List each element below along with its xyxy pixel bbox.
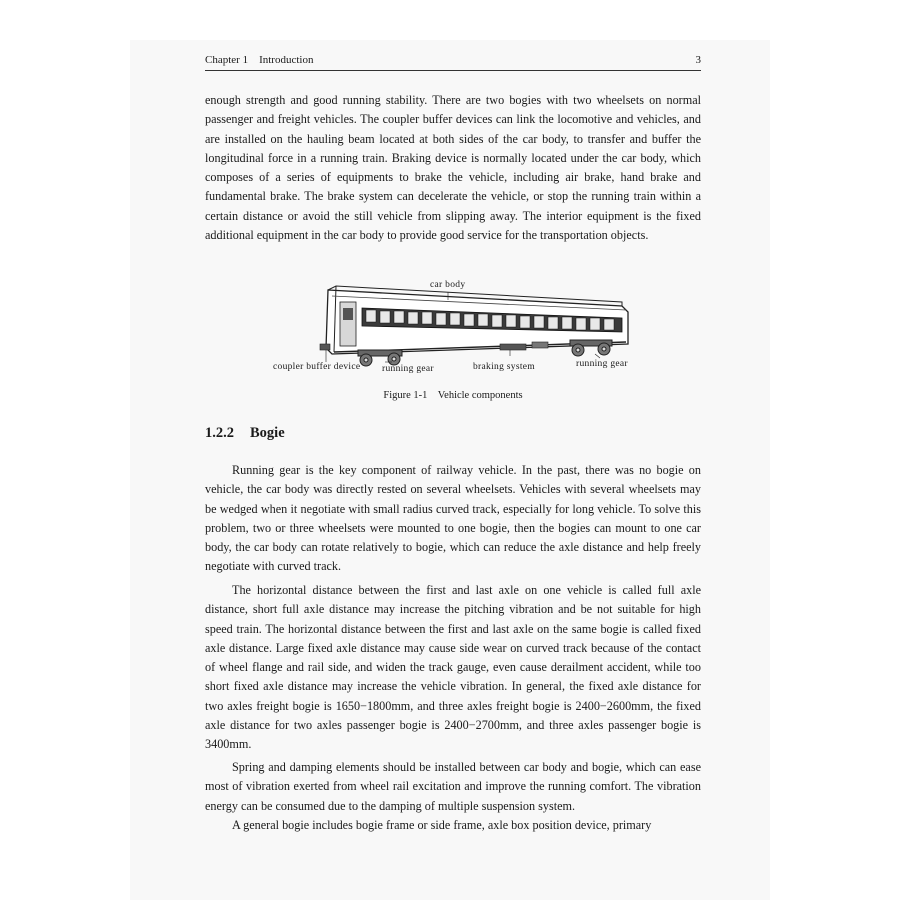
chapter-title: Chapter 1 Introduction — [205, 54, 314, 66]
section-number: 1.2.2 — [205, 425, 234, 441]
section-heading — [205, 425, 285, 442]
bogie-paragraph-1: Running gear is the key component of railway vehicle. In the past, there was no bogie on vehicle, the car body was directly rested on several wheelsets. Vehicles with several wheelsets may be wedged when it negotiate with small radius curved track, especially for long vehicle. To solve this problem, two or three wheelsets were mounted to one bogie, then the bogies can mount to one car body, the car body can rotate relatively to bogie, which can reduce the axle distance and help freely negotiate with curved track. — [205, 463, 701, 574]
label-braking-system: braking system — [473, 362, 535, 372]
section-title: Bogie — [250, 425, 285, 441]
bogie-paragraph-3: Spring and damping elements should be installed between car body and bogie, which can ease most of vibration exerted from wheel rail excitation and improve the running comfort. The vibration energy can be consumed due to the damping of multiple suspension system. — [205, 760, 701, 813]
figure-caption: Figure 1-1 Vehicle components — [383, 390, 523, 401]
label-car-body: car body — [430, 280, 466, 290]
bogie-paragraph-2: The horizontal distance between the first and last axle on one vehicle is called full axle distance, short full axle distance may increase the pitching vibration and be not suitable for high speed train. The horizontal distance between the first and last axle on the same bogie is called fixed axle distance. Large fixed axle distance may cause side wear on curved track because of the contact of wheel flange and rail side, and widen the track gauge, even cause derailment accident, while too short fixed axle distance may increase the vehicle vibration. In general, the fixed axle distance for two axles freight bogie is 1650−1800mm, and three axles freight bogie is 2400−2600mm, the fixed axle distance for two axles passenger bogie is 2400−2700mm, and three axles passenger bogie is 3400mm. — [205, 583, 701, 752]
intro-paragraph: enough strength and good running stability. There are two bogies with two wheelsets on normal passenger and freight vehicles. The coupler buffer devices can link the locomotive and vehicles, and are installed on the hauling beam located at both sides of the car body, to transfer and buffer the longitudinal force in a running train. Braking device is normally located under the car body, which composes of a series of equipments to brake the vehicle, including air brake, hand brake and fundamental brake. The brake system can decelerate the vehicle, or stop the running train within a certain distance or avoid the still vehicle from slipping away. The interior equipment is the fixed additional equipment in the car body to provide good service for the transportation objects. — [205, 93, 701, 243]
vehicle-figure — [270, 278, 640, 378]
page-number: 3 — [695, 54, 701, 66]
running-header — [205, 52, 701, 71]
bogie-paragraph-4: A general bogie includes bogie frame or side frame, axle box position device, primary — [232, 818, 652, 832]
label-coupler-buffer-device: coupler buffer device — [273, 362, 361, 372]
label-running-gear-right: running gear — [576, 359, 628, 369]
label-running-gear-left: running gear — [382, 364, 434, 374]
